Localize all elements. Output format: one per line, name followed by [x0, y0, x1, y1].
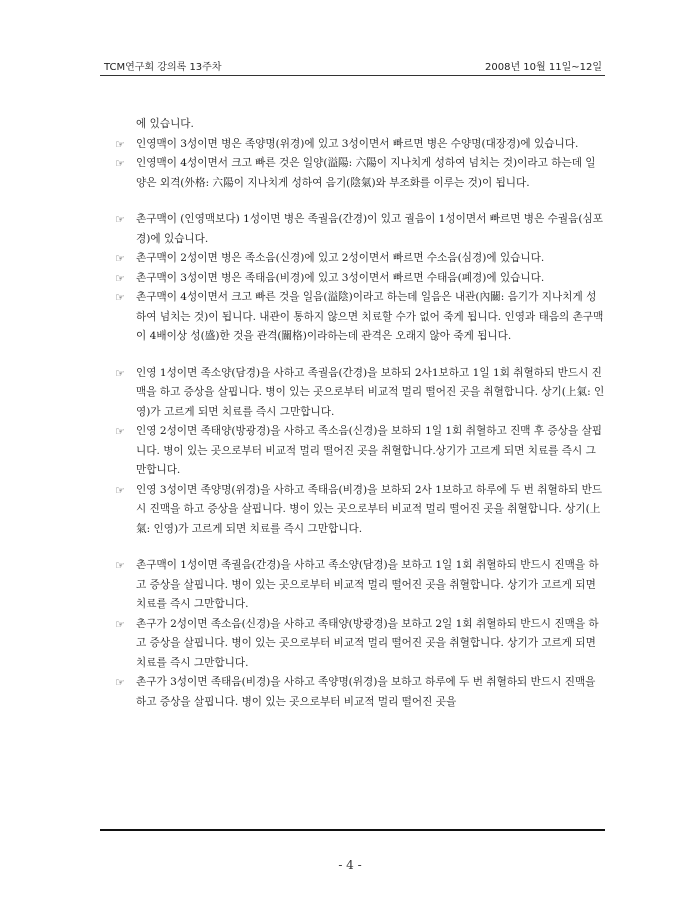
bullet-paragraph — [115, 422, 605, 481]
pointing-hand-icon: ☞ — [115, 617, 125, 631]
pointing-hand-icon: ☞ — [115, 291, 125, 304]
pointing-hand-icon: ☞ — [115, 213, 125, 226]
paragraph-text: 촌구맥이 1성이면 족궐음(간경)을 사하고 족소양(담경)을 보하고 1일 1회 취혈하되 반드시 진맥을 하고 증상을 살핍니다. 병이 있는 곳으로부터 비교적 멀리 떨어진 곳을 취혈합니다. 상기가 고르게 되면 치료를 즉시 그만합니다. — [136, 559, 599, 610]
paragraph-text: 인영맥이 4성이면서 크고 빠른 것은 일양(溢陽: 六陽이 지나치게 성하여 넘치는 것)이라고 하는데 일양은 외격(外格: 六陽이 지나치게 성하여 음기(陰氣)와 부조화를 이루는 것)이 됩니다. — [136, 157, 596, 189]
bullet-paragraph — [115, 249, 605, 269]
paragraph-text: 촌구가 3성이면 족태음(비경)을 사하고 족양명(위경)을 보하고 하루에 두 번 취혈하되 반드시 진맥을 하고 증상을 살핍니다. 병이 있는 곳으로부터 비교적 멀리 떨어진 곳을 — [136, 676, 596, 708]
pointing-hand-icon: ☞ — [115, 676, 125, 689]
running-header — [104, 58, 602, 74]
pointing-hand-icon: ☞ — [115, 271, 125, 285]
pointing-hand-icon: ☞ — [115, 252, 125, 265]
paragraph-text: 인영 2성이면 족태양(방광경)을 사하고 족소음(신경)을 보하되 1일 1회 취혈하고 진맥 후 증상을 살핍니다. 병이 있는 곳으로부터 비교적 멀리 떨어진 곳을 취혈합니다.상기가 고르게 되면 치료를 즉시 그만합니다. — [136, 425, 603, 476]
section-gap — [115, 347, 605, 364]
paragraph-text: 촌구맥이 4성이면서 크고 빠른 것을 일음(溢陰)이라고 하는데 일음은 내관(內關: 음기가 지나치게 성하여 넘치는 것)이 됩니다. 내관이 통하지 않으면 치료할 수가 없어 죽게 됩니다. 인영과 태음의 촌구맥이 4배이상 성(盛)한 것을 관격(關格)이라하는데 관격은 오래지 않아 죽게 됩니다. — [136, 291, 604, 342]
pointing-hand-icon: ☞ — [115, 157, 125, 170]
paragraph-text: 촌구맥이 2성이면 병은 족소음(신경)에 있고 2성이면서 빠르면 수소음(심경)에 있습니다. — [136, 252, 545, 264]
bullet-paragraph — [115, 135, 605, 155]
bullet-paragraph — [115, 556, 605, 615]
bullet-paragraph — [115, 115, 605, 135]
bullet-paragraph — [115, 288, 605, 347]
bullet-paragraph — [115, 615, 605, 674]
bullet-paragraph — [115, 269, 605, 289]
header-date: 2008년 10월 11일~12일 — [485, 62, 602, 73]
header-title: TCM연구회 강의록 13주차 — [104, 62, 222, 73]
bullet-paragraph — [115, 364, 605, 423]
bullet-paragraph — [115, 673, 605, 712]
bullet-paragraph — [115, 154, 605, 193]
section-gap — [115, 539, 605, 556]
footer-rule — [100, 829, 605, 831]
header-rule — [100, 75, 605, 76]
paragraph-text: 인영맥이 3성이면 병은 족양명(위경)에 있고 3성이면서 빠르면 병은 수양명(대장경)에 있습니다. — [136, 137, 579, 150]
paragraph-text: 인영 3성이면 족양명(위경)을 사하고 족태음(비경)을 보하되 2사 1보하고 하루에 두 번 취혈하되 반드시 진맥을 하고 증상을 살핍니다. 병이 있는 곳으로부터 비교적 멀리 떨어진 곳을 취혈합니다. 상기(上氣: 인영)가 고르게 되면 치료를 즉시 그만합니다. — [136, 483, 603, 535]
section-gap — [115, 193, 605, 210]
pointing-hand-icon: ☞ — [115, 483, 125, 497]
document-body — [115, 115, 605, 712]
paragraph-text: 인영 1성이면 족소양(담경)을 사하고 족궐음(간경)을 보하되 2사1보하고 1일 1회 취혈하되 반드시 진맥을 하고 증상을 살핍니다. 병이 있는 곳으로부터 비교적 멀리 떨어진 곳을 취혈합니다. 상기(上氣: 인영)가 고르게 되면 치료를 즉시 그만합니다. — [136, 366, 605, 418]
paragraph-text: 촌구맥이 3성이면 병은 족태음(비경)에 있고 3성이면서 빠르면 수태음(폐경)에 있습니다. — [136, 271, 545, 284]
pointing-hand-icon: ☞ — [115, 425, 125, 438]
page-number: - 4 - — [338, 858, 362, 872]
paragraph-text: 촌구맥이 (인영맥보다) 1성이면 병은 족궐음(간경)이 있고 궐음이 1성이면서 빠르면 병은 수궐음(심포경)에 있습니다. — [136, 213, 603, 245]
paragraph-text: 에 있습니다. — [136, 118, 194, 130]
bullet-paragraph — [115, 210, 605, 249]
paragraph-text: 촌구가 2성이면 족소음(신경)을 사하고 족태양(방광경)을 보하고 2일 1회 취혈하되 반드시 진맥을 하고 증상을 살핍니다. 병이 있는 곳으로부터 비교적 멀리 떨어진 곳을 취혈합니다. 상기가 고르게 되면 치료를 즉시 그만합니다. — [136, 617, 599, 669]
pointing-hand-icon: ☞ — [115, 366, 125, 380]
pointing-hand-icon: ☞ — [115, 559, 125, 572]
bullet-paragraph — [115, 481, 605, 540]
pointing-hand-icon: ☞ — [115, 137, 125, 151]
